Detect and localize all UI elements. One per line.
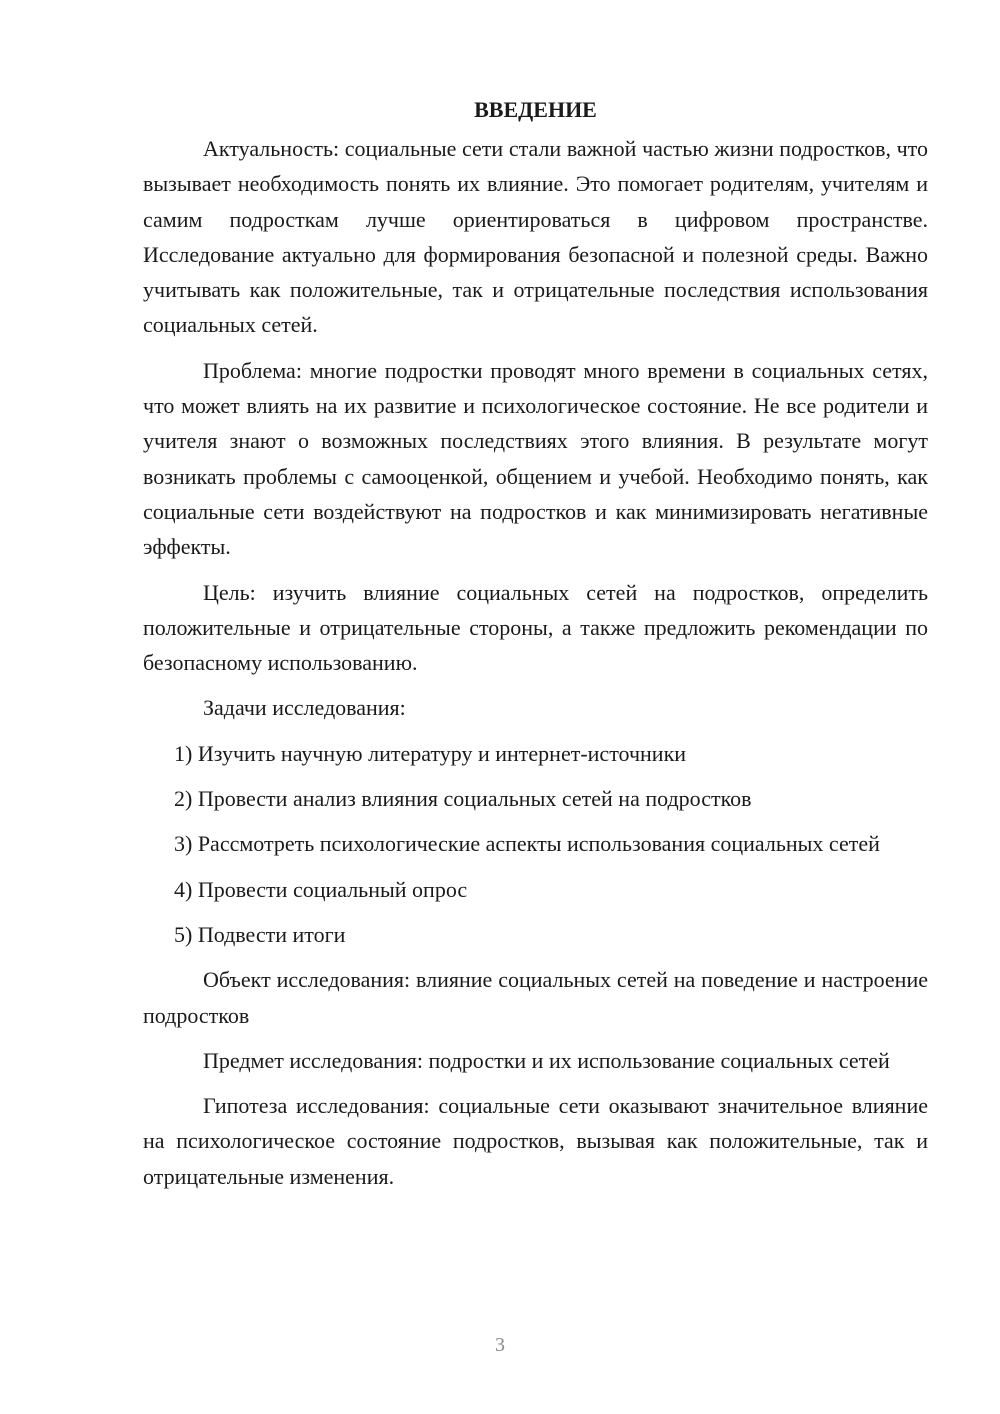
problem-paragraph: Проблема: многие подростки проводят много времени в социальных сетях, что может влиять на их развитие и психологическое состояние. Не все родители и учителя знают о возможных последствиях этого влияния. В результате могут возникать проблемы с самооценкой, общением и учебой. Необходимо понять, как социальные сети воздействуют на подростков и как минимизировать негативные эффекты. (143, 357, 928, 560)
task-item-3: 3) Рассмотреть психологические аспекты использования социальных сетей (174, 831, 880, 857)
object-paragraph: Объект исследования: влияние социальных сетей на поведение и настроение подростков (143, 967, 928, 1028)
task-item-5: 5) Подвести итоги (174, 921, 346, 947)
task-item-2: 2) Провести анализ влияния социальных сетей на подростков (174, 786, 752, 812)
page-title: ВВЕДЕНИЕ (474, 97, 597, 122)
tasks-heading: Задачи исследования: (203, 695, 406, 721)
task-item-4: 4) Провести социальный опрос (174, 876, 468, 902)
subject-paragraph: Предмет исследования: подростки и их использование социальных сетей (203, 1047, 890, 1073)
relevance-paragraph: Актуальность: социальные сети стали важной частью жизни подростков, что вызывает необходимость понять их влияние. Это помогает родителям, учителям и самим подросткам лучше ориентироваться в цифровом пространстве. Исследование актуально для формирования безопасной и полезной среды. Важно учитывать как положительные, так и отрицательные последствия использования социальных сетей. (143, 136, 928, 338)
page-number: 3 (495, 1334, 505, 1356)
task-item-1: 1) Изучить научную литературу и интернет-источники (174, 740, 687, 766)
hypothesis-paragraph: Гипотеза исследования: социальные сети оказывают значительное влияние на психологическое состояние подростков, вызывая как положительные, так и отрицательные изменения. (143, 1093, 928, 1189)
goal-paragraph: Цель: изучить влияние социальных сетей на подростков, определить положительные и отрицательные стороны, а также предложить рекомендации по безопасному использованию. (143, 579, 928, 676)
document-page (143, 90, 928, 1204)
